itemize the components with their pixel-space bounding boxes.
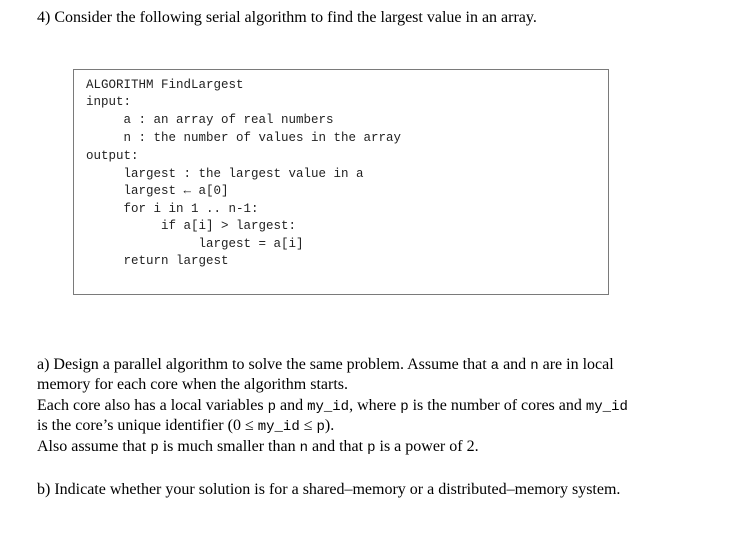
code-line: return largest <box>86 254 229 268</box>
code-line: if a[i] > largest: <box>86 219 297 233</box>
code-line: largest : the largest value in a <box>86 167 364 181</box>
question-heading: 4) Consider the following serial algorithm to find the largest value in an array. <box>37 9 537 26</box>
code-line: ALGORITHM FindLargest <box>86 78 244 92</box>
part-a-line-2: memory for each core when the algorithm starts. <box>37 376 348 393</box>
code-line: input: <box>86 95 132 109</box>
code-line: largest ← a[0] <box>86 184 229 198</box>
part-a-line-4: is the core’s unique identifier (0 ≤ my_id ≤ p). <box>37 417 335 435</box>
code-line: output: <box>86 149 139 163</box>
part-a-line-3: Each core also has a local variables p and my_id, where p is the number of cores and my_id <box>37 397 628 415</box>
code-line: a : an array of real numbers <box>86 113 334 127</box>
part-a-line-1: a) Design a parallel algorithm to solve the same problem. Assume that a and n are in local <box>37 356 614 374</box>
part-a-line-5: Also assume that p is much smaller than n and that p is a power of 2. <box>37 438 479 456</box>
code-line: n : the number of values in the array <box>86 131 402 145</box>
code-line: largest = a[i] <box>86 237 304 251</box>
part-b-text: b) Indicate whether your solution is for a shared–memory or a distributed–memory system. <box>37 481 621 498</box>
algorithm-code-box <box>73 69 609 295</box>
code-line: for i in 1 .. n-1: <box>86 202 259 216</box>
